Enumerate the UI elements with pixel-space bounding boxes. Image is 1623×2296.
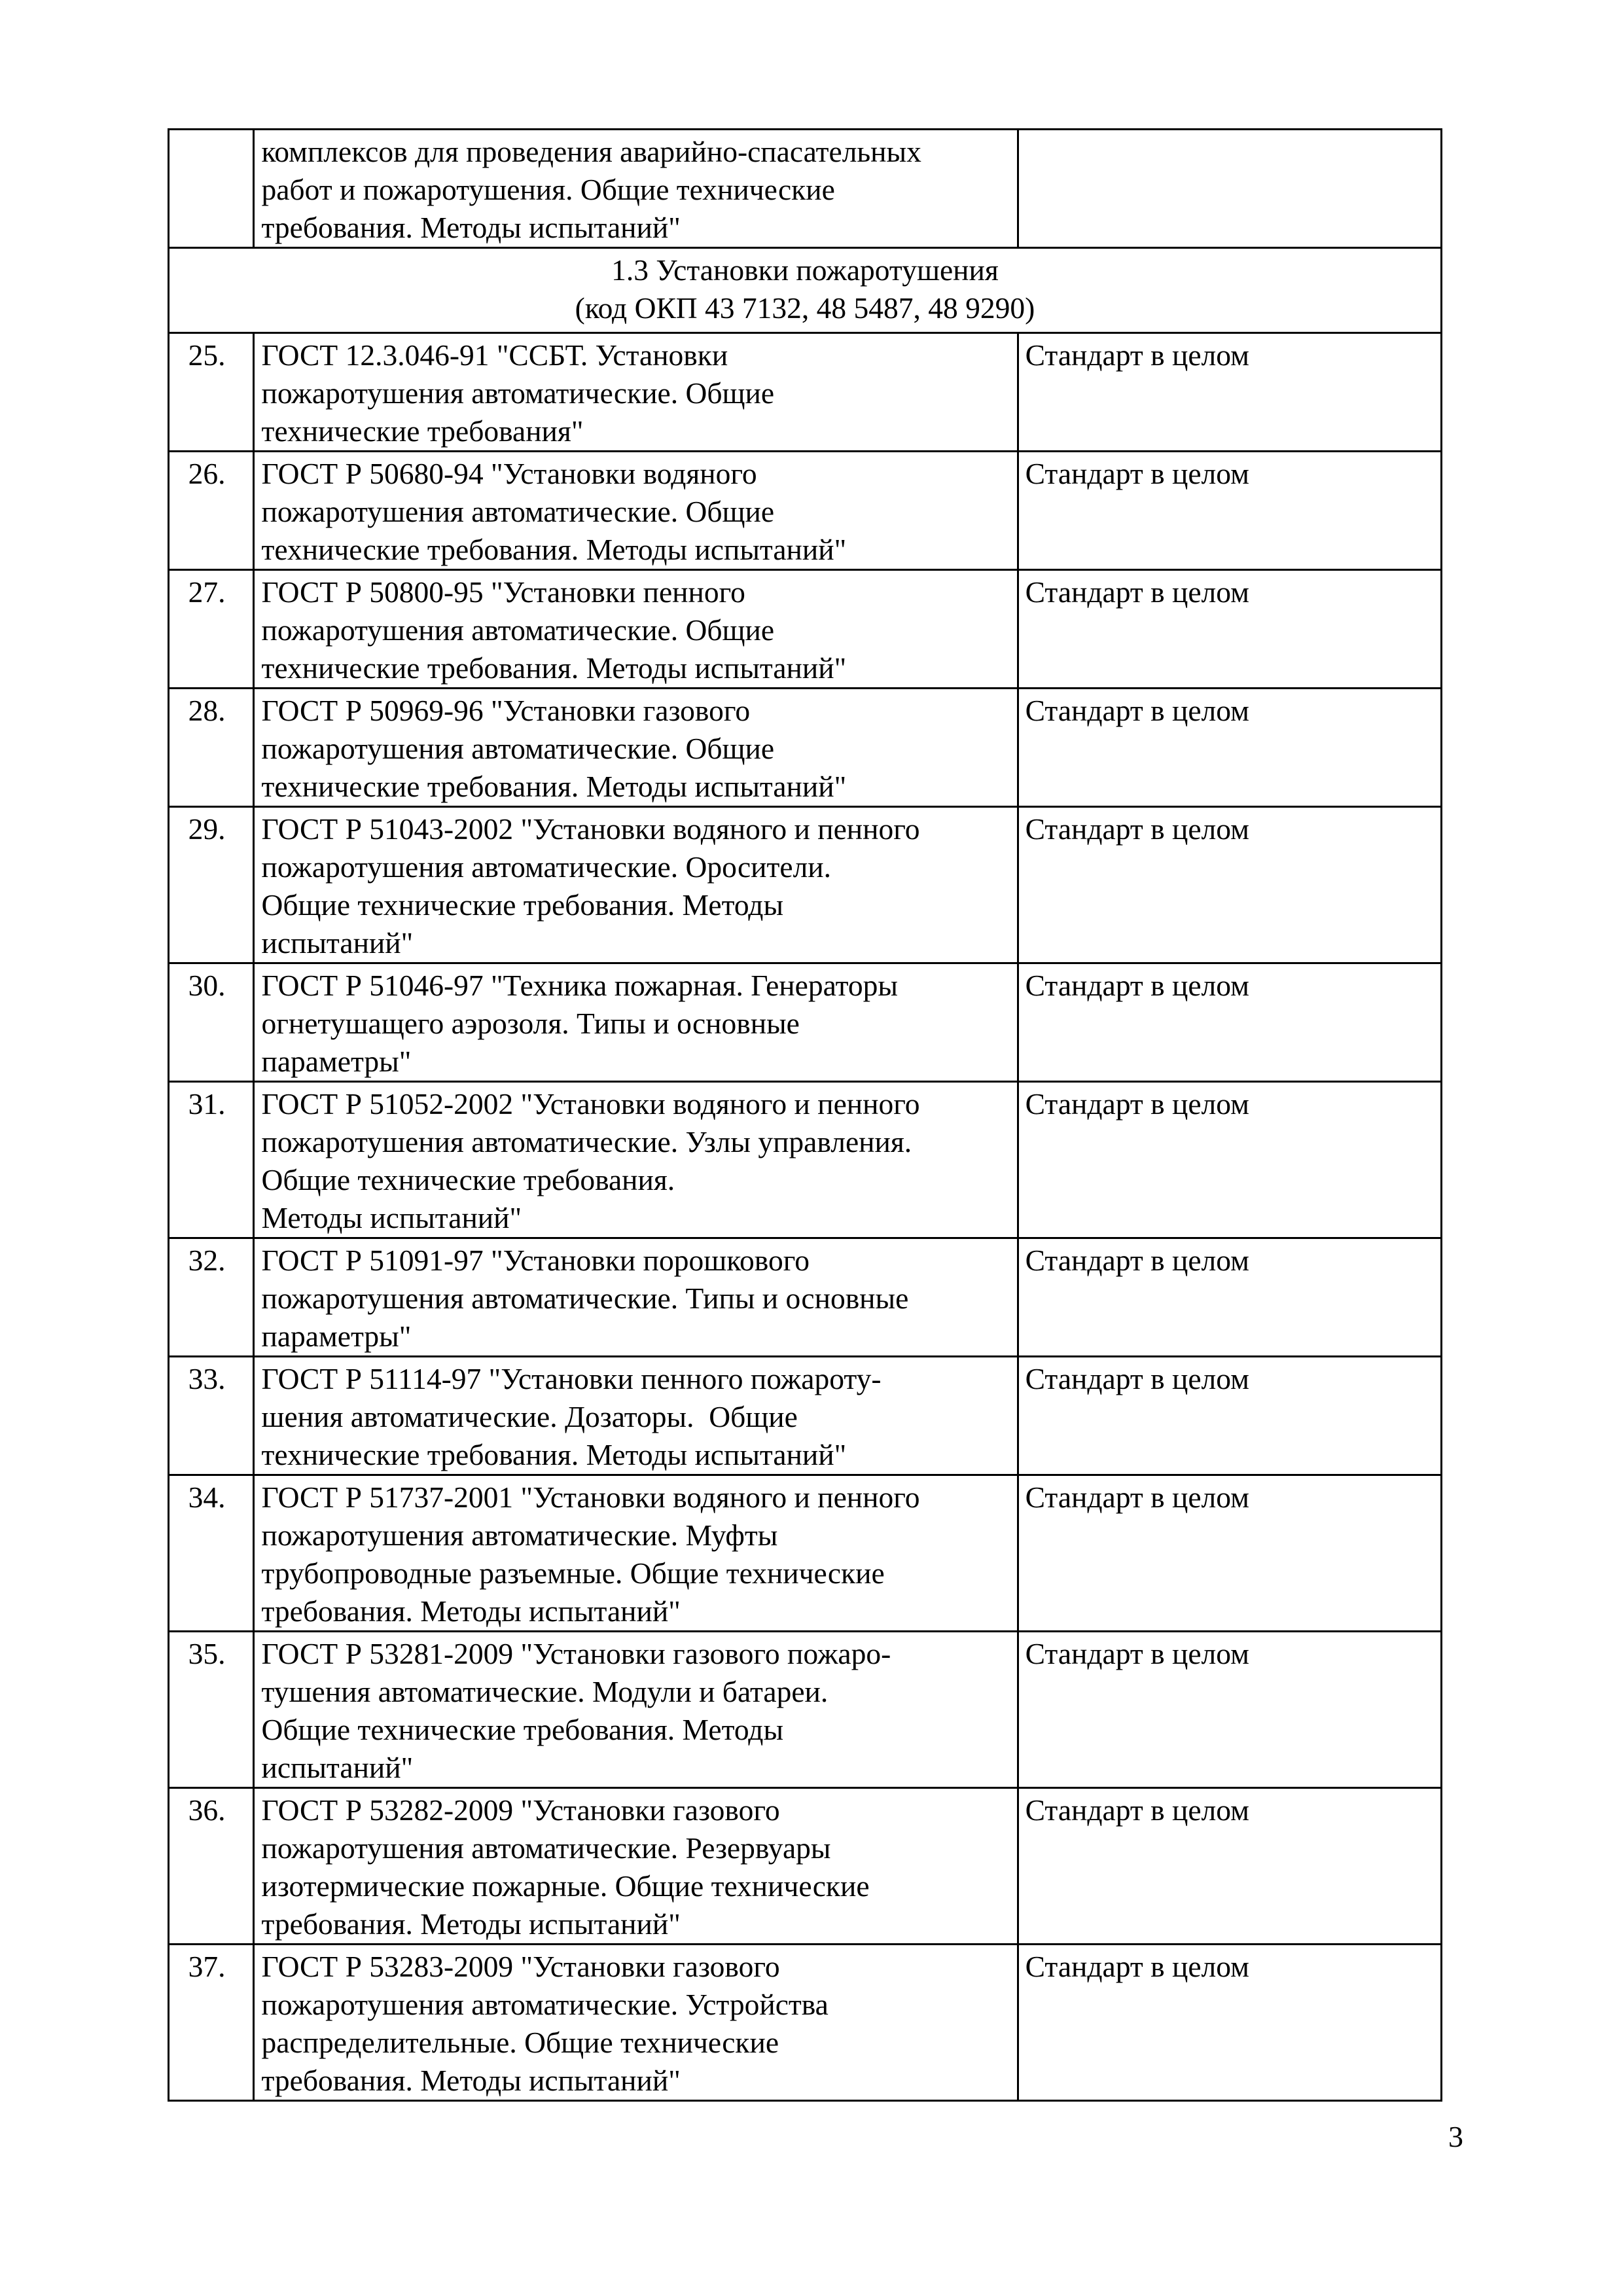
- standard-description-cell: [254, 807, 1018, 963]
- description-line: комплексов для проведения аварийно-спасательных: [261, 135, 921, 168]
- description-line: ГОСТ Р 51091-97 "Установки порошкового: [261, 1244, 810, 1277]
- description-line: технические требования. Методы испытаний": [261, 770, 847, 803]
- table-row: [169, 1788, 1442, 1945]
- standard-description-cell: [254, 452, 1018, 570]
- standard-description-cell: [254, 130, 1018, 248]
- description-line: ГОСТ Р 51043-2002 "Установки водяного и пенного: [261, 812, 920, 846]
- description-line: ГОСТ 12.3.046-91 "ССБТ. Установки: [261, 338, 728, 372]
- row-number-cell: [169, 130, 254, 248]
- description-line: ГОСТ Р 51052-2002 "Установки водяного и пенного: [261, 1087, 920, 1121]
- description-line: Общие технические требования. Методы: [261, 1713, 784, 1746]
- description-line: пожаротушения автоматические. Узлы управления.: [261, 1125, 912, 1158]
- row-number-cell: 31.: [169, 1082, 254, 1238]
- standard-description-cell: [254, 1632, 1018, 1788]
- standard-description-cell: [254, 963, 1018, 1082]
- description-line: технические требования": [261, 414, 584, 448]
- description-line: ГОСТ Р 51114-97 "Установки пенного пожароту-: [261, 1362, 882, 1395]
- description-line: испытаний": [261, 926, 414, 960]
- table-row: [169, 1082, 1442, 1238]
- row-number-cell: 28.: [169, 689, 254, 807]
- standard-description-cell: [254, 1475, 1018, 1632]
- standard-description-cell: [254, 1945, 1018, 2101]
- row-number-cell: 35.: [169, 1632, 254, 1788]
- description-line: параметры": [261, 1045, 412, 1078]
- page-number: 3: [1448, 2120, 1463, 2153]
- table-row: [169, 1238, 1442, 1357]
- description-line: пожаротушения автоматические. Общие: [261, 376, 775, 410]
- scope-cell: Стандарт в целом: [1018, 1082, 1441, 1238]
- section-header-cell: [169, 248, 1442, 333]
- description-line: пожаротушения автоматические. Типы и основные: [261, 1282, 909, 1315]
- row-number-cell: 36.: [169, 1788, 254, 1945]
- table-row: [169, 689, 1442, 807]
- description-line: ГОСТ Р 50680-94 "Установки водяного: [261, 457, 757, 490]
- standards-table: [168, 128, 1442, 2102]
- scope-cell: Стандарт в целом: [1018, 452, 1441, 570]
- row-number-cell: 30.: [169, 963, 254, 1082]
- row-number-cell: 29.: [169, 807, 254, 963]
- scope-cell: Стандарт в целом: [1018, 963, 1441, 1082]
- table-row: [169, 570, 1442, 689]
- table-row-continuation: [169, 130, 1442, 248]
- scope-cell: Стандарт в целом: [1018, 1632, 1441, 1788]
- section-title: 1.3 Установки пожаротушения: [611, 253, 999, 287]
- scope-cell: Стандарт в целом: [1018, 1475, 1441, 1632]
- table-row: [169, 1945, 1442, 2101]
- description-line: ГОСТ Р 50800-95 "Установки пенного: [261, 575, 745, 609]
- section-code: (код ОКП 43 7132, 48 5487, 48 9290): [575, 291, 1035, 325]
- description-line: Методы испытаний": [261, 1201, 522, 1234]
- description-line: требования. Методы испытаний": [261, 1907, 681, 1941]
- description-line: пожаротушения автоматические. Муфты: [261, 1518, 778, 1552]
- description-line: ГОСТ Р 53282-2009 "Установки газового: [261, 1793, 780, 1827]
- description-line: пожаротушения автоматические. Общие: [261, 732, 775, 765]
- table-row: [169, 452, 1442, 570]
- standard-description-cell: [254, 1357, 1018, 1475]
- description-line: ГОСТ Р 53283-2009 "Установки газового: [261, 1950, 780, 1983]
- standard-description-cell: [254, 1788, 1018, 1945]
- description-line: ГОСТ Р 51737-2001 "Установки водяного и пенного: [261, 1480, 920, 1514]
- description-line: параметры": [261, 1319, 412, 1353]
- row-number-cell: 25.: [169, 333, 254, 452]
- description-line: ГОСТ Р 51046-97 "Техника пожарная. Генераторы: [261, 969, 898, 1002]
- table-row: [169, 1632, 1442, 1788]
- description-line: испытаний": [261, 1751, 414, 1784]
- description-line: распределительные. Общие технические: [261, 2026, 779, 2059]
- description-line: шения автоматические. Дозаторы. Общие: [261, 1400, 798, 1433]
- scope-cell: Стандарт в целом: [1018, 1945, 1441, 2101]
- scope-cell: Стандарт в целом: [1018, 1238, 1441, 1357]
- table-row: [169, 1357, 1442, 1475]
- description-line: ГОСТ Р 53281-2009 "Установки газового пожаро-: [261, 1637, 891, 1670]
- table-row: [169, 963, 1442, 1082]
- description-line: трубопроводные разъемные. Общие технические: [261, 1556, 885, 1590]
- description-line: пожаротушения автоматические. Резервуары: [261, 1831, 831, 1865]
- scope-cell: Стандарт в целом: [1018, 1357, 1441, 1475]
- table-row: [169, 333, 1442, 452]
- description-line: технические требования. Методы испытаний": [261, 1438, 847, 1471]
- row-number-cell: 34.: [169, 1475, 254, 1632]
- scope-cell: Стандарт в целом: [1018, 570, 1441, 689]
- standard-description-cell: [254, 570, 1018, 689]
- standard-description-cell: [254, 1238, 1018, 1357]
- description-line: требования. Методы испытаний": [261, 211, 681, 244]
- description-line: изотермические пожарные. Общие технические: [261, 1869, 870, 1903]
- standard-description-cell: [254, 689, 1018, 807]
- scope-cell: Стандарт в целом: [1018, 689, 1441, 807]
- row-number-cell: 26.: [169, 452, 254, 570]
- description-line: требования. Методы испытаний": [261, 2064, 681, 2097]
- description-line: Общие технические требования.: [261, 1163, 675, 1196]
- section-header-row: [169, 248, 1442, 333]
- scope-cell: Стандарт в целом: [1018, 1788, 1441, 1945]
- table-row: [169, 807, 1442, 963]
- description-line: пожаротушения автоматические. Устройства: [261, 1988, 829, 2021]
- scope-cell: Стандарт в целом: [1018, 333, 1441, 452]
- description-line: ГОСТ Р 50969-96 "Установки газового: [261, 694, 751, 727]
- description-line: технические требования. Методы испытаний": [261, 533, 847, 566]
- row-number-cell: 37.: [169, 1945, 254, 2101]
- standard-description-cell: [254, 333, 1018, 452]
- scope-cell: Стандарт в целом: [1018, 807, 1441, 963]
- description-line: пожаротушения автоматические. Общие: [261, 613, 775, 647]
- description-line: тушения автоматические. Модули и батареи.: [261, 1675, 829, 1708]
- description-line: пожаротушения автоматические. Общие: [261, 495, 775, 528]
- row-number-cell: 32.: [169, 1238, 254, 1357]
- description-line: огнетушащего аэрозоля. Типы и основные: [261, 1007, 800, 1040]
- description-line: работ и пожаротушения. Общие технические: [261, 173, 835, 206]
- description-line: технические требования. Методы испытаний": [261, 651, 847, 685]
- description-line: пожаротушения автоматические. Оросители.: [261, 850, 832, 884]
- scope-cell: [1018, 130, 1441, 248]
- row-number-cell: 33.: [169, 1357, 254, 1475]
- table-row: [169, 1475, 1442, 1632]
- standard-description-cell: [254, 1082, 1018, 1238]
- description-line: Общие технические требования. Методы: [261, 888, 784, 922]
- row-number-cell: 27.: [169, 570, 254, 689]
- description-line: требования. Методы испытаний": [261, 1594, 681, 1628]
